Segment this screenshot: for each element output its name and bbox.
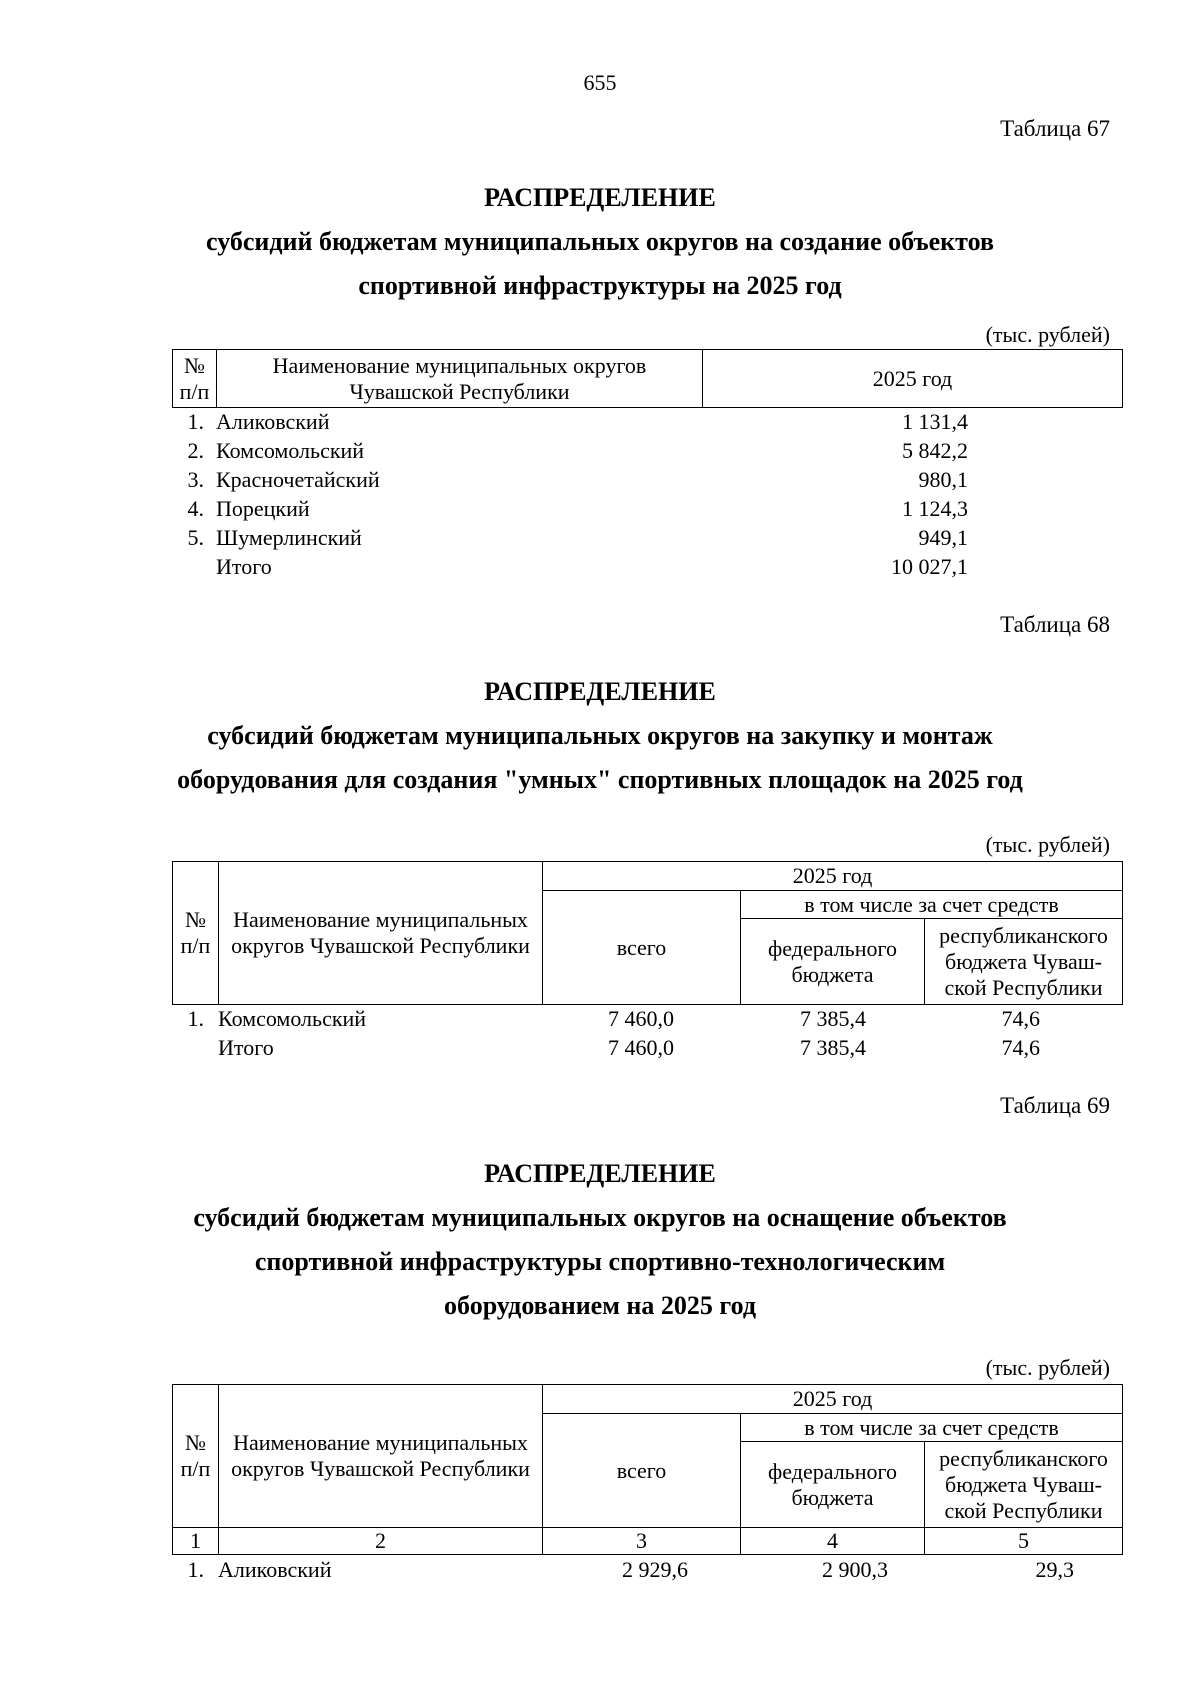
row-total: 2 929,6: [622, 1557, 688, 1582]
table-67-header: [172, 349, 1123, 408]
row-num: 3.: [187, 467, 204, 492]
row-value: 949,1: [918, 525, 968, 550]
table-69-label: Таблица 69: [1000, 1093, 1110, 1118]
table-69-heading: [100, 1152, 1100, 1328]
header-republic: республиканского бюджета Чуваш-ской Республики: [925, 919, 1123, 1005]
heading-line: РАСПРЕДЕЛЕНИЕ: [484, 1159, 716, 1188]
row-name: Красночетайский: [216, 467, 380, 492]
header-name: Наименование муниципальных округов Чувашской Республики: [219, 1385, 543, 1528]
heading-line: оборудованием на 2025 год: [444, 1291, 756, 1320]
units-note: (тыс. рублей): [985, 1355, 1110, 1380]
row-federal: 7 385,4: [800, 1006, 866, 1031]
row-value: 980,1: [918, 467, 968, 492]
table-68-header: [172, 861, 1123, 1005]
row-name: Шумерлинский: [216, 525, 362, 550]
row-num: 1.: [187, 1006, 204, 1031]
header-num: № п/п: [173, 350, 217, 408]
table-68-heading: [100, 670, 1100, 802]
heading-line: субсидий бюджетам муниципальных округов на закупку и монтаж: [207, 721, 993, 750]
row-value: 5 842,2: [902, 438, 968, 463]
heading-line: РАСПРЕДЕЛЕНИЕ: [484, 677, 716, 706]
total-label: Итого: [218, 1035, 274, 1060]
row-num: 1.: [187, 409, 204, 434]
header-year: 2025 год: [703, 350, 1123, 408]
row-num: 2.: [187, 438, 204, 463]
header-federal: федерального бюджета: [741, 919, 925, 1005]
units-note: (тыс. рублей): [985, 322, 1110, 347]
col-number: 5: [925, 1528, 1123, 1555]
heading-line: субсидий бюджетам муниципальных округов на оснащение объектов: [193, 1203, 1007, 1232]
row-name: Комсомольский: [218, 1006, 367, 1031]
table-67-heading: [100, 176, 1100, 308]
table-68-label: Таблица 68: [1000, 612, 1110, 637]
col-number: 4: [741, 1528, 925, 1555]
heading-line: субсидий бюджетам муниципальных округов на создание объектов: [206, 227, 994, 256]
row-num: 4.: [187, 496, 204, 521]
row-republic: 29,3: [1035, 1557, 1074, 1582]
header-total: всего: [543, 1414, 741, 1528]
row-name: Аликовский: [216, 409, 330, 434]
header-name: Наименование муниципальных округов Чувашской Республики: [219, 862, 543, 1005]
row-name: Порецкий: [216, 496, 310, 521]
row-name: Аликовский: [218, 1557, 332, 1582]
row-name: Комсомольский: [216, 438, 365, 463]
total-label: Итого: [216, 554, 272, 579]
header-year: 2025 год: [543, 862, 1123, 891]
row-num: 1.: [187, 1557, 204, 1582]
header-num: № п/п: [173, 1385, 219, 1528]
header-republic: республиканского бюджета Чуваш-ской Республики: [925, 1442, 1123, 1528]
table-67-label: Таблица 67: [1000, 116, 1110, 141]
page-number: 655: [583, 70, 617, 95]
table-69-header: [172, 1384, 1123, 1555]
col-number: 2: [219, 1528, 543, 1555]
header-incl: в том числе за счет средств: [741, 1414, 1123, 1442]
header-incl: в том числе за счет средств: [741, 891, 1123, 919]
heading-line: РАСПРЕДЕЛЕНИЕ: [484, 183, 716, 212]
total-value: 10 027,1: [891, 554, 968, 579]
heading-line: оборудования для создания "умных" спортивных площадок на 2025 год: [177, 765, 1023, 794]
col-number: 1: [173, 1528, 219, 1555]
row-value: 1 131,4: [902, 409, 968, 434]
header-year: 2025 год: [543, 1385, 1123, 1414]
row-republic: 74,6: [1001, 1006, 1040, 1031]
col-number: 3: [543, 1528, 741, 1555]
row-num: 5.: [187, 525, 204, 550]
header-federal: федерального бюджета: [741, 1442, 925, 1528]
heading-line: спортивной инфраструктуры спортивно-технологическим: [254, 1247, 946, 1276]
header-num: № п/п: [173, 862, 219, 1005]
header-total: всего: [543, 891, 741, 1005]
total-federal: 7 385,4: [800, 1035, 866, 1060]
units-note: (тыс. рублей): [985, 832, 1110, 857]
row-total: 7 460,0: [608, 1006, 674, 1031]
row-federal: 2 900,3: [822, 1557, 888, 1582]
total-total: 7 460,0: [608, 1035, 674, 1060]
total-republic: 74,6: [1001, 1035, 1040, 1060]
row-value: 1 124,3: [902, 496, 968, 521]
heading-line: спортивной инфраструктуры на 2025 год: [358, 271, 842, 300]
header-name: Наименование муниципальных округов Чувашской Республики: [217, 350, 703, 408]
